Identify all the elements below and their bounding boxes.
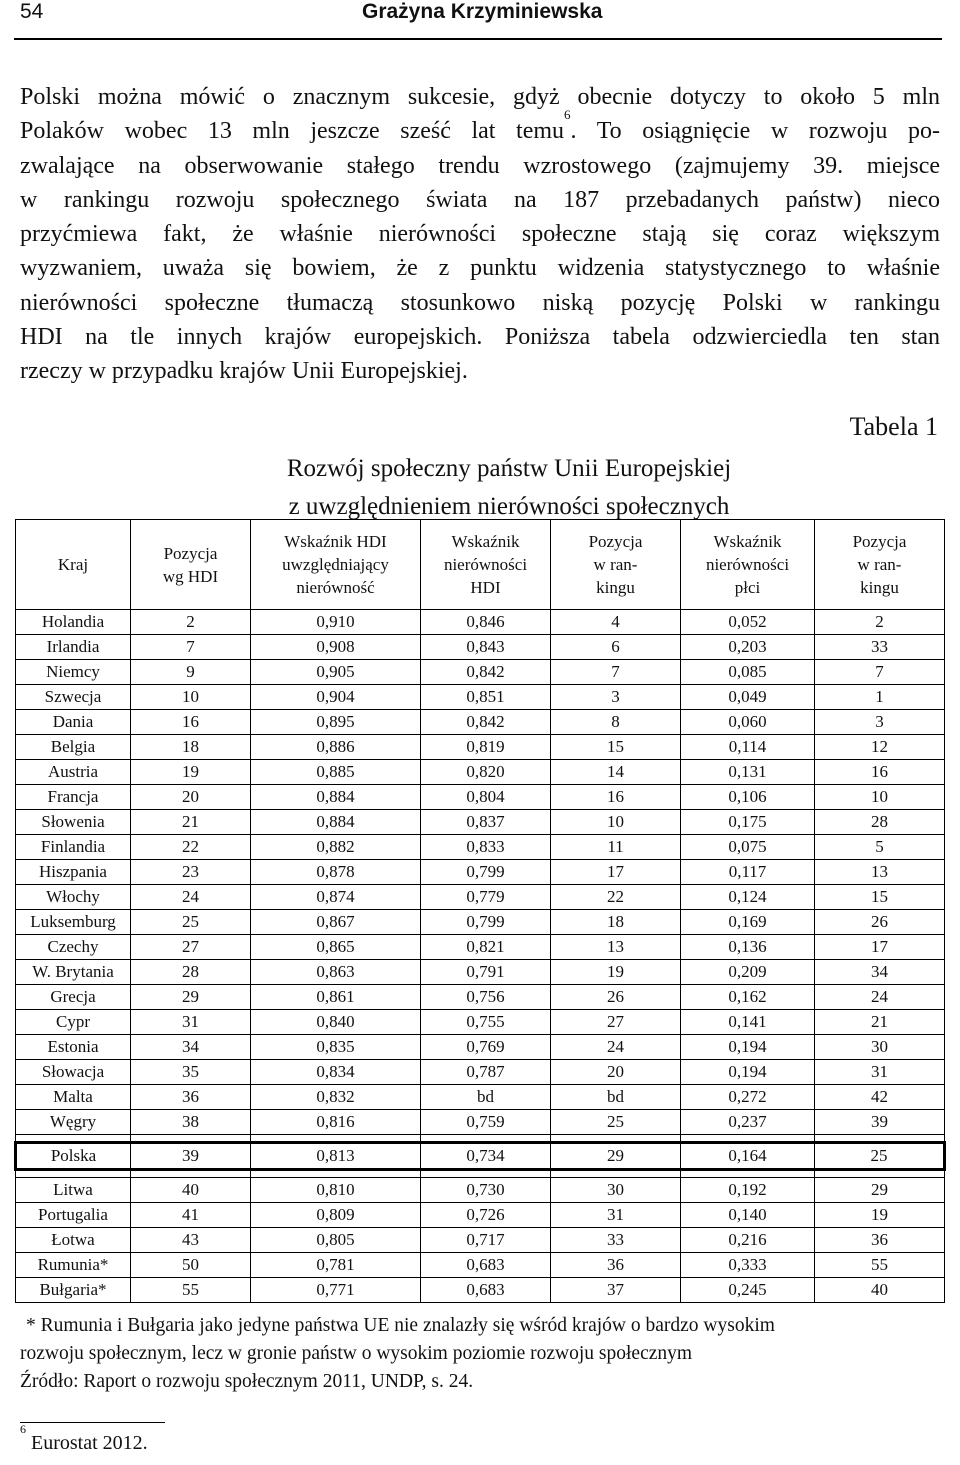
value-cell: 0,272 (681, 1085, 815, 1110)
value-cell: 0,141 (681, 1010, 815, 1035)
asterisk-note: * Rumunia i Bułgaria jako jedyne państwa UE nie znalazły się wśród krajów o bardzo wysokim (26, 1315, 775, 1336)
value-cell: 36 (551, 1253, 681, 1278)
table-row (16, 835, 945, 860)
table-row (16, 1010, 945, 1035)
country-cell: Bułgaria* (16, 1278, 131, 1303)
value-cell: 15 (551, 735, 681, 760)
value-cell: 36 (131, 1085, 251, 1110)
value-cell: 0,835 (251, 1035, 421, 1060)
value-cell: 33 (551, 1228, 681, 1253)
value-cell: 0,203 (681, 635, 815, 660)
country-cell: Czechy (16, 935, 131, 960)
value-cell: 22 (131, 835, 251, 860)
value-cell: 29 (131, 985, 251, 1010)
country-cell: Belgia (16, 735, 131, 760)
data-table-container (14, 519, 943, 1303)
country-cell: Irlandia (16, 635, 131, 660)
value-cell: 0,908 (251, 635, 421, 660)
value-cell: 0,834 (251, 1060, 421, 1085)
column-header (421, 520, 551, 610)
country-cell: Malta (16, 1085, 131, 1110)
value-cell: 0,810 (251, 1178, 421, 1203)
value-cell: bd (421, 1085, 551, 1110)
value-cell: 31 (815, 1060, 945, 1085)
paragraph-line (20, 107, 940, 148)
country-cell: Słowacja (16, 1060, 131, 1085)
table-row (16, 710, 945, 735)
value-cell: 55 (131, 1278, 251, 1303)
value-cell: 12 (815, 735, 945, 760)
column-header-line: HDI (470, 578, 501, 597)
value-cell: 19 (551, 960, 681, 985)
country-cell: Dania (16, 710, 131, 735)
value-cell: 0,683 (421, 1253, 551, 1278)
paragraph-line: zwalające na obserwowanie stałego trendu wzrostowego (zajmujemy 39. miejsce (20, 152, 940, 179)
value-cell: 18 (131, 735, 251, 760)
value-cell: 0,885 (251, 760, 421, 785)
country-cell: Cypr (16, 1010, 131, 1035)
column-header-line: w ran- (857, 555, 902, 574)
value-cell: 0,237 (681, 1110, 815, 1135)
value-cell: 0,816 (251, 1110, 421, 1135)
value-cell: 9 (131, 660, 251, 685)
country-cell: Łotwa (16, 1228, 131, 1253)
column-header (551, 520, 681, 610)
value-cell: 30 (815, 1035, 945, 1060)
value-cell: 39 (131, 1143, 251, 1170)
table-row (16, 1060, 945, 1085)
spacer-cell (16, 1170, 131, 1178)
table-row (16, 610, 945, 635)
value-cell: 0,734 (421, 1143, 551, 1170)
paragraph-line: w rankingu rozwoju społecznego świata na 187 przebadanych państw) nieco (20, 186, 940, 213)
value-cell: 0,756 (421, 985, 551, 1010)
value-cell: 30 (551, 1178, 681, 1203)
table-row (16, 985, 945, 1010)
value-cell: 0,904 (251, 685, 421, 710)
value-cell: 0,846 (421, 610, 551, 635)
value-cell: 0,106 (681, 785, 815, 810)
value-cell: 29 (551, 1143, 681, 1170)
value-cell: 0,730 (421, 1178, 551, 1203)
source-note: Źródło: Raport o rozwoju społecznym 2011, UNDP, s. 24. (20, 1371, 474, 1392)
value-cell: 0,840 (251, 1010, 421, 1035)
table-spacer-row (16, 1170, 945, 1178)
column-header-line: Pozycja (588, 532, 643, 551)
value-cell: 0,805 (251, 1228, 421, 1253)
paragraph-line: nierówności społeczne tłumaczą stosunkowo niską pozycję Polski w rankingu (20, 289, 940, 316)
value-cell: 17 (815, 935, 945, 960)
value-cell: 0,833 (421, 835, 551, 860)
value-cell: 0,085 (681, 660, 815, 685)
table-row (16, 1203, 945, 1228)
value-cell: 0,333 (681, 1253, 815, 1278)
value-cell: 0,874 (251, 885, 421, 910)
paragraph-line: HDI na tle innych krajów europejskich. Poniższa tabela odzwierciedla ten stan (20, 324, 940, 351)
value-cell: 24 (131, 885, 251, 910)
value-cell: 0,245 (681, 1278, 815, 1303)
spacer-cell (251, 1135, 421, 1143)
value-cell: 27 (131, 935, 251, 960)
value-cell: 0,861 (251, 985, 421, 1010)
table-label: Tabela 1 (849, 412, 938, 441)
running-head: Grażyna Krzyminiewska (362, 0, 603, 23)
value-cell: 26 (551, 985, 681, 1010)
value-cell: 28 (131, 960, 251, 985)
spacer-cell (251, 1170, 421, 1178)
spacer-cell (551, 1135, 681, 1143)
page-number: 54 (20, 0, 44, 23)
table-row (16, 785, 945, 810)
spacer-cell (421, 1170, 551, 1178)
value-cell: 0,169 (681, 910, 815, 935)
spacer-cell (551, 1170, 681, 1178)
value-cell: 0,842 (421, 660, 551, 685)
country-cell: Francja (16, 785, 131, 810)
table-title (220, 450, 798, 526)
value-cell: 0,787 (421, 1060, 551, 1085)
value-cell: 0,821 (421, 935, 551, 960)
value-cell: 0,819 (421, 735, 551, 760)
value-cell: 19 (131, 760, 251, 785)
value-cell: 34 (815, 960, 945, 985)
value-cell: 0,114 (681, 735, 815, 760)
value-cell: 36 (815, 1228, 945, 1253)
value-cell: 38 (131, 1110, 251, 1135)
paragraph-line: rzeczy w przypadku krajów Unii Europejskiej. (20, 358, 468, 385)
column-header-line: wg HDI (162, 566, 219, 586)
value-cell: 0,131 (681, 760, 815, 785)
value-cell: 0,779 (421, 885, 551, 910)
value-cell: 20 (551, 1060, 681, 1085)
table-title-line: z uwzględnieniem nierówności społecznych (288, 493, 730, 520)
value-cell: 0,717 (421, 1228, 551, 1253)
value-cell: 0,851 (421, 685, 551, 710)
table-row (16, 810, 945, 835)
country-cell: Szwecja (16, 685, 131, 710)
table-row (16, 860, 945, 885)
value-cell: 24 (815, 985, 945, 1010)
body-paragraph (20, 80, 940, 389)
value-cell: 16 (815, 760, 945, 785)
column-header (16, 520, 131, 610)
column-header-line: Wskaźnik (713, 532, 782, 551)
value-cell: 0,837 (421, 810, 551, 835)
value-cell: 0,216 (681, 1228, 815, 1253)
country-cell: Luksemburg (16, 910, 131, 935)
asterisk-note: rozwoju społecznym, lecz w gronie państw o wysokim poziomie rozwoju społecznym (20, 1343, 693, 1364)
table-header-row (16, 520, 945, 610)
value-cell: 0,813 (251, 1143, 421, 1170)
value-cell: 41 (131, 1203, 251, 1228)
country-cell: Holandia (16, 610, 131, 635)
value-cell: 20 (131, 785, 251, 810)
table-row (16, 1035, 945, 1060)
value-cell: 55 (815, 1253, 945, 1278)
column-header-line: uwzględniający (282, 555, 389, 574)
value-cell: 0,140 (681, 1203, 815, 1228)
table-row (16, 960, 945, 985)
value-cell: 11 (551, 835, 681, 860)
footnote-text: Eurostat 2012. (31, 1432, 148, 1454)
spacer-cell (131, 1135, 251, 1143)
value-cell: 14 (551, 760, 681, 785)
column-header-line: Wskaźnik HDI (284, 532, 387, 551)
table-row (16, 635, 945, 660)
value-cell: 10 (551, 810, 681, 835)
column-header (131, 520, 251, 610)
value-cell: 3 (551, 685, 681, 710)
value-cell: 7 (815, 660, 945, 685)
value-cell: 0,884 (251, 785, 421, 810)
table-row (16, 935, 945, 960)
country-cell: Węgry (16, 1110, 131, 1135)
value-cell: 24 (551, 1035, 681, 1060)
value-cell: 0,895 (251, 710, 421, 735)
table-row (16, 1228, 945, 1253)
value-cell: 25 (131, 910, 251, 935)
value-cell: 3 (815, 710, 945, 735)
value-cell: 16 (551, 785, 681, 810)
value-cell: 16 (131, 710, 251, 735)
country-cell: Austria (16, 760, 131, 785)
value-cell: 0,164 (681, 1143, 815, 1170)
value-cell: 37 (551, 1278, 681, 1303)
value-cell: 0,863 (251, 960, 421, 985)
value-cell: 35 (131, 1060, 251, 1085)
value-cell: 0,192 (681, 1178, 815, 1203)
column-header-line: Pozycja (163, 543, 218, 563)
value-cell: 19 (815, 1203, 945, 1228)
value-cell: 2 (131, 610, 251, 635)
spacer-cell (815, 1135, 945, 1143)
value-cell: 0,842 (421, 710, 551, 735)
column-header-line: kingu (860, 578, 899, 597)
value-cell: 31 (131, 1010, 251, 1035)
value-cell: 0,791 (421, 960, 551, 985)
footnote-rule (20, 1422, 165, 1423)
column-header (681, 520, 815, 610)
value-cell: 33 (815, 635, 945, 660)
table-row (16, 660, 945, 685)
column-header (815, 520, 945, 610)
column-header-line: nierówności (705, 555, 790, 574)
table-row (16, 1110, 945, 1135)
value-cell: 0,060 (681, 710, 815, 735)
paragraph-line-text: Polaków wobec 13 mln jeszcze sześć lat temu (20, 118, 565, 145)
country-cell: Portugalia (16, 1203, 131, 1228)
value-cell: 0,820 (421, 760, 551, 785)
table-row (16, 735, 945, 760)
table-row (16, 760, 945, 785)
value-cell: 0,882 (251, 835, 421, 860)
table-row (16, 685, 945, 710)
country-cell: Grecja (16, 985, 131, 1010)
value-cell: 4 (551, 610, 681, 635)
value-cell: 0,832 (251, 1085, 421, 1110)
value-cell: 17 (551, 860, 681, 885)
value-cell: 0,799 (421, 910, 551, 935)
value-cell: 7 (131, 635, 251, 660)
value-cell: 15 (815, 885, 945, 910)
value-cell: 0,162 (681, 985, 815, 1010)
column-header-line: Wskaźnik (451, 532, 520, 551)
value-cell: 0,843 (421, 635, 551, 660)
country-cell: Hiszpania (16, 860, 131, 885)
column-header-line: Pozycja (852, 532, 907, 551)
value-cell: 0,124 (681, 885, 815, 910)
column-header-line: nierówności (443, 555, 528, 574)
value-cell: 0,052 (681, 610, 815, 635)
table-row (16, 885, 945, 910)
spacer-cell (421, 1135, 551, 1143)
value-cell: 42 (815, 1085, 945, 1110)
value-cell: 21 (131, 810, 251, 835)
table-notes (20, 1312, 945, 1396)
value-cell: 0,771 (251, 1278, 421, 1303)
paragraph-line-text: . To osiągnięcie w rozwoju po- (570, 118, 940, 145)
table-row (16, 910, 945, 935)
value-cell: 10 (815, 785, 945, 810)
value-cell: 22 (551, 885, 681, 910)
value-cell: 0,209 (681, 960, 815, 985)
value-cell: 0,865 (251, 935, 421, 960)
table-row (16, 1085, 945, 1110)
value-cell: bd (551, 1085, 681, 1110)
value-cell: 34 (131, 1035, 251, 1060)
value-cell: 2 (815, 610, 945, 635)
table-row (16, 1253, 945, 1278)
country-cell: Słowenia (16, 810, 131, 835)
country-cell: W. Brytania (16, 960, 131, 985)
value-cell: 0,194 (681, 1060, 815, 1085)
table-row (16, 1278, 945, 1303)
value-cell: 0,884 (251, 810, 421, 835)
value-cell: 43 (131, 1228, 251, 1253)
value-cell: 0,905 (251, 660, 421, 685)
footnote-reference[interactable]: 6 (564, 107, 571, 123)
table-body (16, 610, 945, 1303)
column-header (251, 520, 421, 610)
value-cell: 40 (131, 1178, 251, 1203)
table-row (16, 1178, 945, 1203)
country-cell: Polska (16, 1143, 131, 1170)
value-cell: 40 (815, 1278, 945, 1303)
value-cell: 1 (815, 685, 945, 710)
country-cell: Estonia (16, 1035, 131, 1060)
country-cell: Finlandia (16, 835, 131, 860)
spacer-cell (131, 1170, 251, 1178)
table-title-line: Rozwój społeczny państw Unii Europejskiej (286, 455, 732, 482)
header-rule (14, 38, 942, 40)
value-cell: 29 (815, 1178, 945, 1203)
value-cell: 0,759 (421, 1110, 551, 1135)
spacer-cell (815, 1170, 945, 1178)
value-cell: 0,799 (421, 860, 551, 885)
value-cell: 26 (815, 910, 945, 935)
value-cell: 50 (131, 1253, 251, 1278)
value-cell: 13 (551, 935, 681, 960)
table-row-highlighted (16, 1143, 945, 1170)
country-cell: Niemcy (16, 660, 131, 685)
spacer-cell (681, 1170, 815, 1178)
value-cell: 39 (815, 1110, 945, 1135)
value-cell: 0,809 (251, 1203, 421, 1228)
value-cell: 28 (815, 810, 945, 835)
value-cell: 0,781 (251, 1253, 421, 1278)
value-cell: 10 (131, 685, 251, 710)
value-cell: 0,136 (681, 935, 815, 960)
country-cell: Włochy (16, 885, 131, 910)
value-cell: 0,049 (681, 685, 815, 710)
value-cell: 0,075 (681, 835, 815, 860)
value-cell: 0,683 (421, 1278, 551, 1303)
value-cell: 31 (551, 1203, 681, 1228)
value-cell: 13 (815, 860, 945, 885)
value-cell: 0,886 (251, 735, 421, 760)
value-cell: 6 (551, 635, 681, 660)
value-cell: 23 (131, 860, 251, 885)
value-cell: 5 (815, 835, 945, 860)
value-cell: 0,194 (681, 1035, 815, 1060)
country-cell: Rumunia* (16, 1253, 131, 1278)
value-cell: 0,804 (421, 785, 551, 810)
value-cell: 8 (551, 710, 681, 735)
footnote-number: 6 (20, 1422, 26, 1437)
column-header-line: płci (734, 578, 761, 597)
footnote (20, 1422, 148, 1455)
value-cell: 25 (815, 1143, 945, 1170)
value-cell: 0,910 (251, 610, 421, 635)
country-cell: Litwa (16, 1178, 131, 1203)
spacer-cell (681, 1135, 815, 1143)
value-cell: 0,175 (681, 810, 815, 835)
value-cell: 21 (815, 1010, 945, 1035)
value-cell: 0,755 (421, 1010, 551, 1035)
column-header-line: w ran- (593, 555, 638, 574)
spacer-cell (16, 1135, 131, 1143)
column-header-line: nierówność (296, 578, 375, 597)
value-cell: 0,726 (421, 1203, 551, 1228)
paragraph-line: wyzwaniem, uważa się bowiem, że z punktu widzenia statystycznego to właśnie (20, 255, 940, 282)
value-cell: 18 (551, 910, 681, 935)
value-cell: 0,117 (681, 860, 815, 885)
column-header-line: Kraj (57, 555, 89, 574)
value-cell: 0,769 (421, 1035, 551, 1060)
column-header-line: kingu (596, 578, 635, 597)
hdi-table (14, 519, 946, 1303)
table-spacer-row (16, 1135, 945, 1143)
value-cell: 7 (551, 660, 681, 685)
paragraph-line: Polski można mówić o znacznym sukcesie, gdyż obecnie dotyczy to około 5 mln (20, 84, 940, 110)
value-cell: 0,867 (251, 910, 421, 935)
value-cell: 25 (551, 1110, 681, 1135)
value-cell: 27 (551, 1010, 681, 1035)
paragraph-line: przyćmiewa fakt, że właśnie nierówności społeczne stają się coraz większym (20, 221, 940, 248)
value-cell: 0,878 (251, 860, 421, 885)
